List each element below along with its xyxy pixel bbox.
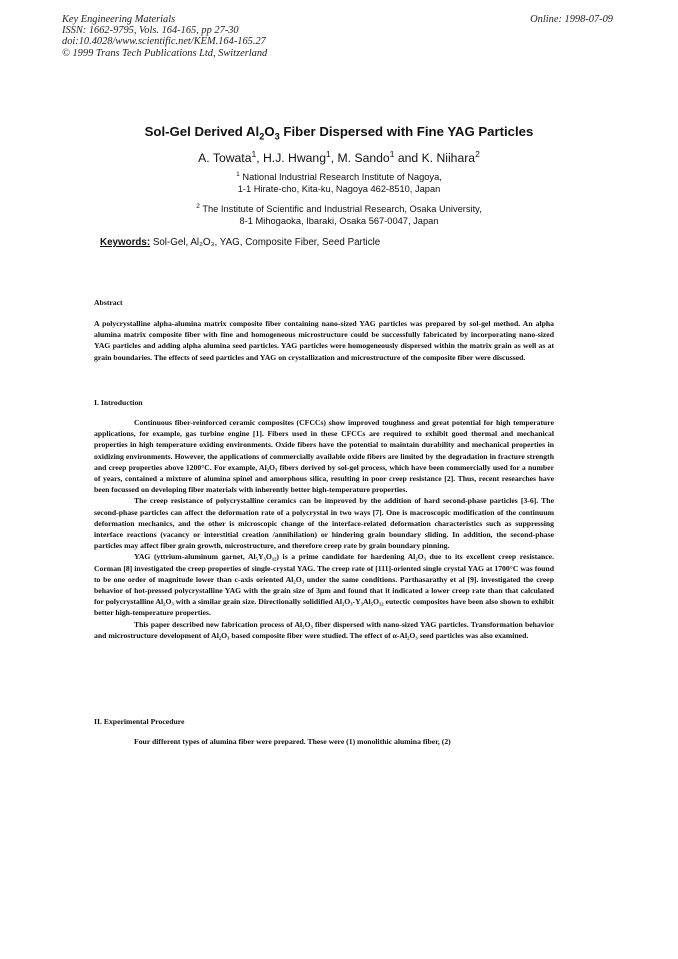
introduction-heading: I. Introduction — [94, 398, 143, 407]
author-list: A. Towata$^1$, H.J. Hwang$^1$, M. Sando$^1$ and K. Niihara$^2$ — [198, 148, 480, 165]
abstract-heading: Abstract — [94, 298, 123, 307]
affiliation-marker: 1 — [251, 148, 257, 159]
author-name: H.J. Hwang — [263, 151, 326, 165]
paragraph: Continuous fiber-reinforced ceramic composites (CFCCs) show improved toughness and great potential for high temperature applications, for example, gas turbine engine [1]. Fibers used in these CFCCs are required to exhibit good thermal and mechanical properties in high temperature oxiding environments. Oxide fibers have the potential to maintain durability and mechanical properties in oxidizing environments. However, the applications of commercially available oxide fibers are limited by the degradation in fracture strength and creep properties above 1200°C. For example, Al₂O₃ fibers derived by sol-gel process, which have been commercially used for a number of years, contained a mixture of alumina spinel and amorphous silica, resulting in poor creep resistance [2]. Thus, recent researches have been focussed on developing fiber materials with inherently better high-temperature properties. — [94, 418, 554, 495]
paragraph: This paper described new fabrication process of Al₂O₃ fiber dispersed with nano-sized YAG particles. Transformation behavior and microstructure development of Al₂O₃ based composite fiber were studied. The effect of α-Al₂O₃ seed particles was also examined. — [94, 619, 554, 640]
affiliation-2: $^2$ The Institute of Scientific and Industrial Research, Osaka University, 8-1 Mihogaoka, Ibaraki, Osaka 567-0047, Japan — [196, 202, 482, 226]
experimental-heading: II. Experimental Procedure — [94, 717, 185, 726]
keywords-list: Sol-Gel, Al₂O₃, YAG, Composite Fiber, Seed Particle — [152, 237, 381, 248]
paper-title: Sol-Gel Derived $Al_2O_3$ Fiber Dispersed with Fine YAG Particles — [144, 124, 534, 142]
experimental-text: Four different types of alumina fiber were prepared. These were (1) monolithic alumina fiber, (2) — [134, 737, 451, 746]
journal-name: Key Engineering Materials — [62, 14, 176, 25]
author-name: M. Sando — [337, 151, 390, 165]
keywords — [100, 237, 600, 248]
abstract-text: A polycrystalline alpha-alumina matrix composite fiber containing nano-sized YAG particles was prepared by sol-gel method. An alpha alumina matrix composite fiber with fine and homogeneous microstructure could be successfully fabricated by incorporating nano-sized YAG particles and adding alpha alumina seed particles. YAG particles were homogeneously dispersed within the matrix grain as well as at grain boundaries. The effects of seed particles and YAG on crystallization and microstructure of the composite fiber were discussed. — [94, 319, 554, 362]
affiliation-marker: 1 — [326, 148, 331, 159]
affiliation-marker: 1 — [389, 148, 395, 159]
affiliation-marker: 2 — [475, 148, 480, 159]
issn-line: ISSN: 1662-9795, Vols. 164-165, pp 27-30 — [62, 25, 239, 37]
doi-line[interactable]: doi:10.4028/www.scientific.net/KEM.164-165.27 — [62, 36, 266, 48]
paragraph: YAG (yttrium-aluminum garnet, Al₅Y₃O₁₂) is a prime candidate for hardening Al₂O₃ due to its excellent creep resistance. Corman [8] investigated the creep properties of single-crystal YAG. The creep rate of [111]-oriented single crystal YAG at 1700°C was found to be one order of magnitude lower than c-axis oriented Al₂O₃ under the same conditions. Parthasarathy et al [9]. investigated the creep behavior of hot-pressed polycrystalline YAG with the grain size of 3μm and found that it indicated a lower creep rate than that calculated for polycrystalline Al₂O₃ with a similar grain size. Directionally solidified Al₂O₃-Y₃Al₅O₁₂ eutectic composites have been also shown to exhibit better high-temperature properties. — [94, 552, 554, 618]
paragraph: The creep resistance of polycrystalline ceramics can be improved by the addition of hard second-phase particles [3-6]. The second-phase particles can affect the deformation rate of a polycrystal in two ways [7]. One is macroscopic modification of the continuum deformation mechanics, and the other is microscopic change of the interface-related deformation characteristics such as suppressing interface reactions (vacancy or interstitial creation /annihilation) or hindering grain boundary sliding. In addition, the second-phase particles may affect fiber grain growth, microstructure, and therefore creep rate by grain boundary pinning. — [94, 496, 554, 551]
keywords-label: Keywords: — [100, 237, 151, 248]
author-name: A. Towata — [198, 151, 252, 165]
affiliation-1: $^1$ National Industrial Research Institute of Nagoya, 1-1 Hirate-cho, Kita-ku, Nagoya 462-8510, Japan — [236, 170, 442, 194]
author-name: K. Niihara — [421, 151, 476, 165]
publication-info — [62, 14, 422, 59]
copyright-line: © 1999 Trans Tech Publications Ltd, Switzerland — [62, 47, 268, 59]
introduction-text — [94, 417, 554, 641]
online-date: Online: 1998-07-09 — [530, 14, 613, 25]
